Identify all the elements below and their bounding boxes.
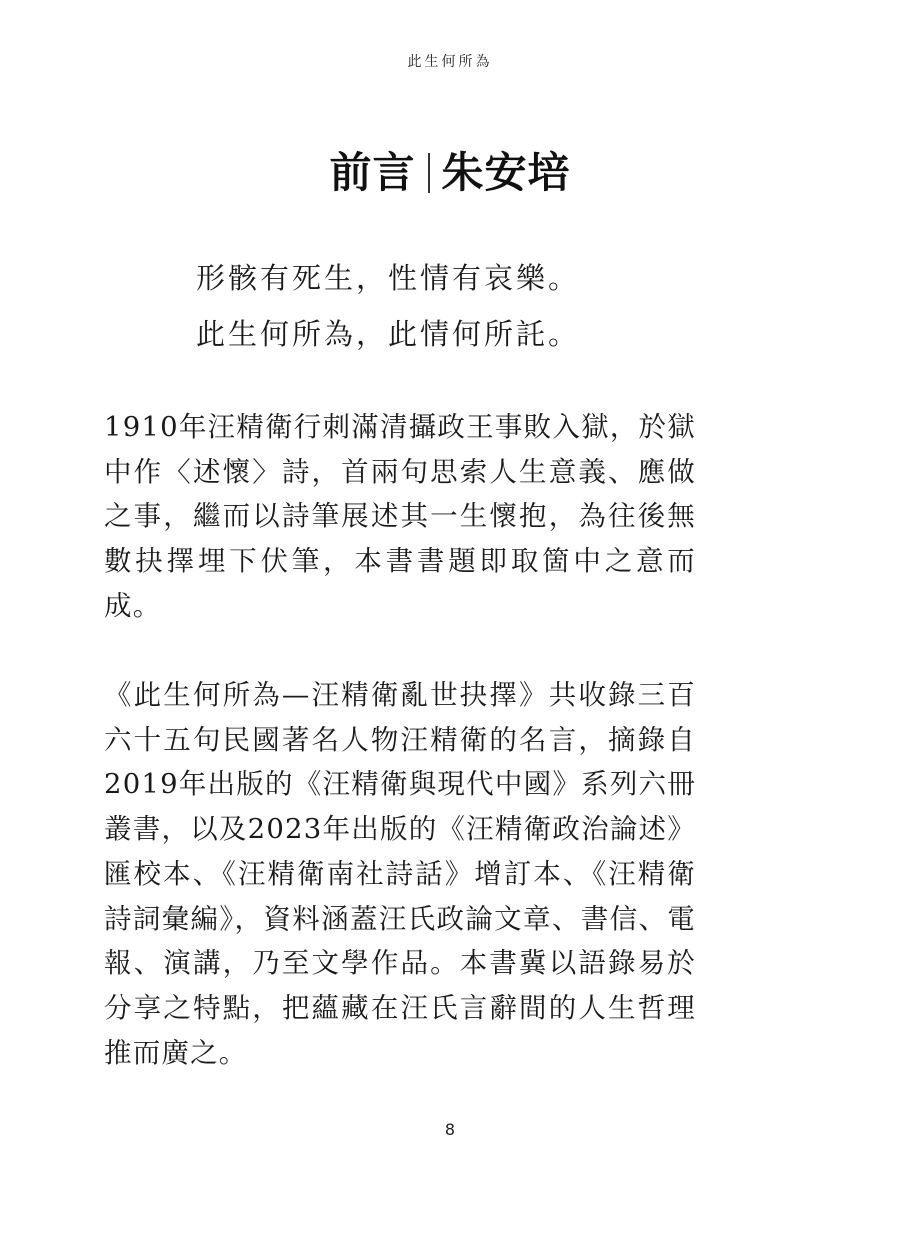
page-title — [0, 140, 900, 200]
page-number: 8 — [444, 1120, 456, 1139]
title-preface: 前言 — [329, 148, 416, 197]
epigraph-poem — [196, 250, 716, 362]
epigraph-line-1: 形骸有死生，性情有哀樂。 — [196, 261, 581, 295]
running-header: 此生何所為 — [407, 54, 493, 70]
body-paragraph-1: 1910年汪精衛行刺滿清攝政王事敗入獄，於獄中作〈述懷〉詩，首兩句思索人生意義、應做之事，繼而以詩筆展述其一生懷抱，為往後無數抉擇埋下伏筆，本書書題即取箇中之意而成。 — [104, 411, 696, 622]
body-paragraph-2: 《此生何所為—汪精衛亂世抉擇》共收錄三百六十五句民國著名人物汪精衛的名言，摘錄自2019年出版的《汪精衛與現代中國》系列六冊叢書，以及2023年出版的《汪精衛政治論述》匯校本、《汪精衛南社詩話》增訂本、《汪精衛詩詞彙編》，資料涵蓋汪氏政論文章、書信、電報、演講，乃至文學作品。本書冀以語錄易於分享之特點，把蘊藏在汪氏言辭間的人生哲理推而廣之。 — [104, 679, 696, 1069]
title-separator — [428, 153, 430, 193]
epigraph-line-2: 此生何所為，此情何所託。 — [196, 317, 581, 351]
title-author: 朱安培 — [441, 148, 571, 197]
